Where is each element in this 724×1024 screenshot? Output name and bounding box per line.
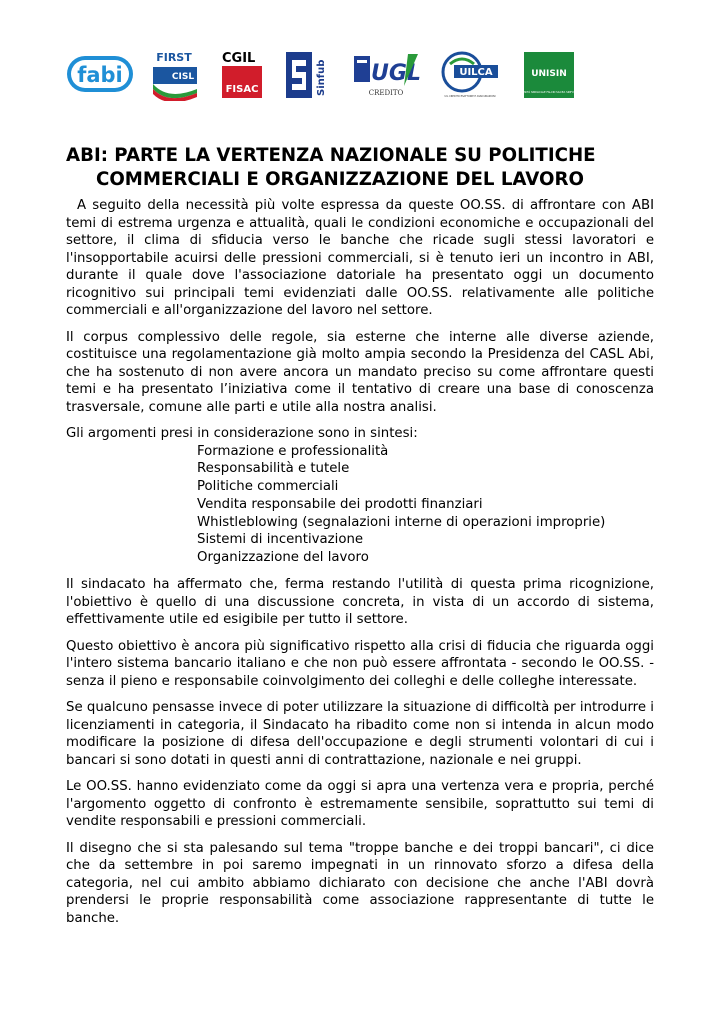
uilca-logo — [440, 50, 502, 102]
list-item: Formazione e professionalità — [197, 443, 389, 459]
first-cisl-logo — [150, 49, 200, 101]
document-body — [66, 197, 654, 936]
first-label: FIRST — [156, 51, 192, 64]
paragraph-2: Il corpus complessivo delle regole, sia esterne che interne alle diverse aziende, costituisce una regolamentazione già molto ampia secondo la Presidenza del CASL Abi, che ha sostenuto di non avere ancora un mandato preciso su come affrontare questi temi e ha presentato l’iniziativa come il tentativo di creare una base di conoscenza trasversale, comune alle parti e utile alla nostra analisi. — [66, 329, 654, 415]
list-item: Responsabilità e tutele — [197, 461, 350, 477]
paragraph-1: A seguito della necessità più volte espressa da queste OO.SS. di affrontare con ABI temi di estrema urgenza e attualità, quali le condizioni economiche e occupazionali del settore, il clima di sfiducia verso le banche che ricade sugli stessi lavoratori e l'insopportabile acuirsi delle pressioni commerciali, si è tenuto ieri un incontro in ABI, durante il quale dove l'associazione datoriale ha presentato oggi un documento ricognitivo sui principali temi evidenziati dalle OO.SS. relativamente alle politiche commerciali e all'organizzazione del lavoro nel settore. — [66, 198, 654, 318]
credito-label: CREDITO — [368, 89, 404, 97]
list-item: Politiche commerciali — [197, 479, 339, 495]
paragraph-3: Il sindacato ha affermato che, ferma restando l'utilità di questa prima ricognizione, l'obiettivo è quello di una discussione concreta, in vista di un accordo di sistema, effettivamente utile ed esigibile per tutto il settore. — [66, 577, 654, 628]
title-line-1: ABI: PARTE LA VERTENZA NAZIONALE SU POLITICHE — [66, 145, 596, 166]
title-line-2: COMMERCIALI E ORGANIZZAZIONE DEL LAVORO — [96, 169, 584, 190]
paragraph-5: Se qualcuno pensasse invece di poter utilizzare la situazione di difficoltà per introdurre i licenziamenti in categoria, il Sindacato ha ribadito come non si intenda in alcun modo modificare la posizione di difesa dell'occupazione e degli strumenti volontari di cui i bancari si sono dotati in questi anni di contrattazione, nazionale e nei gruppi. — [66, 700, 654, 768]
topics-list — [197, 443, 654, 568]
ugl-label: UGL — [371, 61, 421, 86]
list-item: Sistemi di incentivazione — [197, 532, 364, 548]
document-title — [66, 144, 658, 192]
fabi-logo-text: fabi — [77, 63, 123, 87]
paragraph-6: Le OO.SS. hanno evidenziato come da oggi si apra una vertenza vera e propria, perché l'argomento oggetto di confronto è estremamente sensibile, soprattutto sui temi di vendite responsabili e pressioni commerciali. — [66, 779, 654, 830]
unisin-label: UNISIN — [531, 69, 567, 79]
union-logos-bar — [60, 44, 580, 106]
list-item: Whistleblowing (segnalazioni interne di operazioni improprie) — [197, 514, 606, 530]
cgil-label: CGIL — [222, 51, 256, 66]
cgil-fisac-logo — [220, 48, 266, 102]
fabi-logo — [66, 50, 134, 98]
uilca-label: UILCA — [459, 67, 493, 78]
list-item: Vendita responsabile dei prodotti finanziari — [197, 496, 483, 512]
cisl-label: CISL — [171, 72, 195, 82]
unisin-logo — [522, 50, 578, 102]
paragraph-4: Questo obiettivo è ancora più significativo rispetto alla crisi di fiducia che riguarda oggi l'intero sistema bancario italiano e che non può essere affrontata - secondo le OO.SS. - senza il pieno e responsabile coinvolgimento dei colleghi e delle colleghe interessate. — [66, 638, 654, 689]
sinfub-logo — [284, 50, 330, 100]
list-item: Organizzazione del lavoro — [197, 550, 369, 566]
ugl-credito-logo — [352, 52, 422, 100]
fisac-label: FISAC — [225, 84, 259, 95]
paragraph-7: Il disegno che si sta palesando sul tema "troppe banche e dei troppi bancari", ci dice che da settembre in poi saremo impegnati in un rinnovato sforzo a difesa della categoria, nel cui ambito abbiamo dichiarato con decisione che anche l'ABI dovrà prendersi le proprie responsabilità come associazione rappresentante di tutte le banche. — [66, 840, 654, 926]
uilca-subtitle: UIL CREDITO ESATTORIE E ASSICURAZIONI — [444, 95, 496, 98]
topics-intro: Gli argomenti presi in considerazione sono in sintesi: — [66, 426, 418, 441]
sinfub-logo-text: Sinfub — [316, 59, 327, 96]
unisin-subtitle: UNITÀ SINDACALE FALCRI SILCEA SINFUB — [522, 91, 576, 94]
